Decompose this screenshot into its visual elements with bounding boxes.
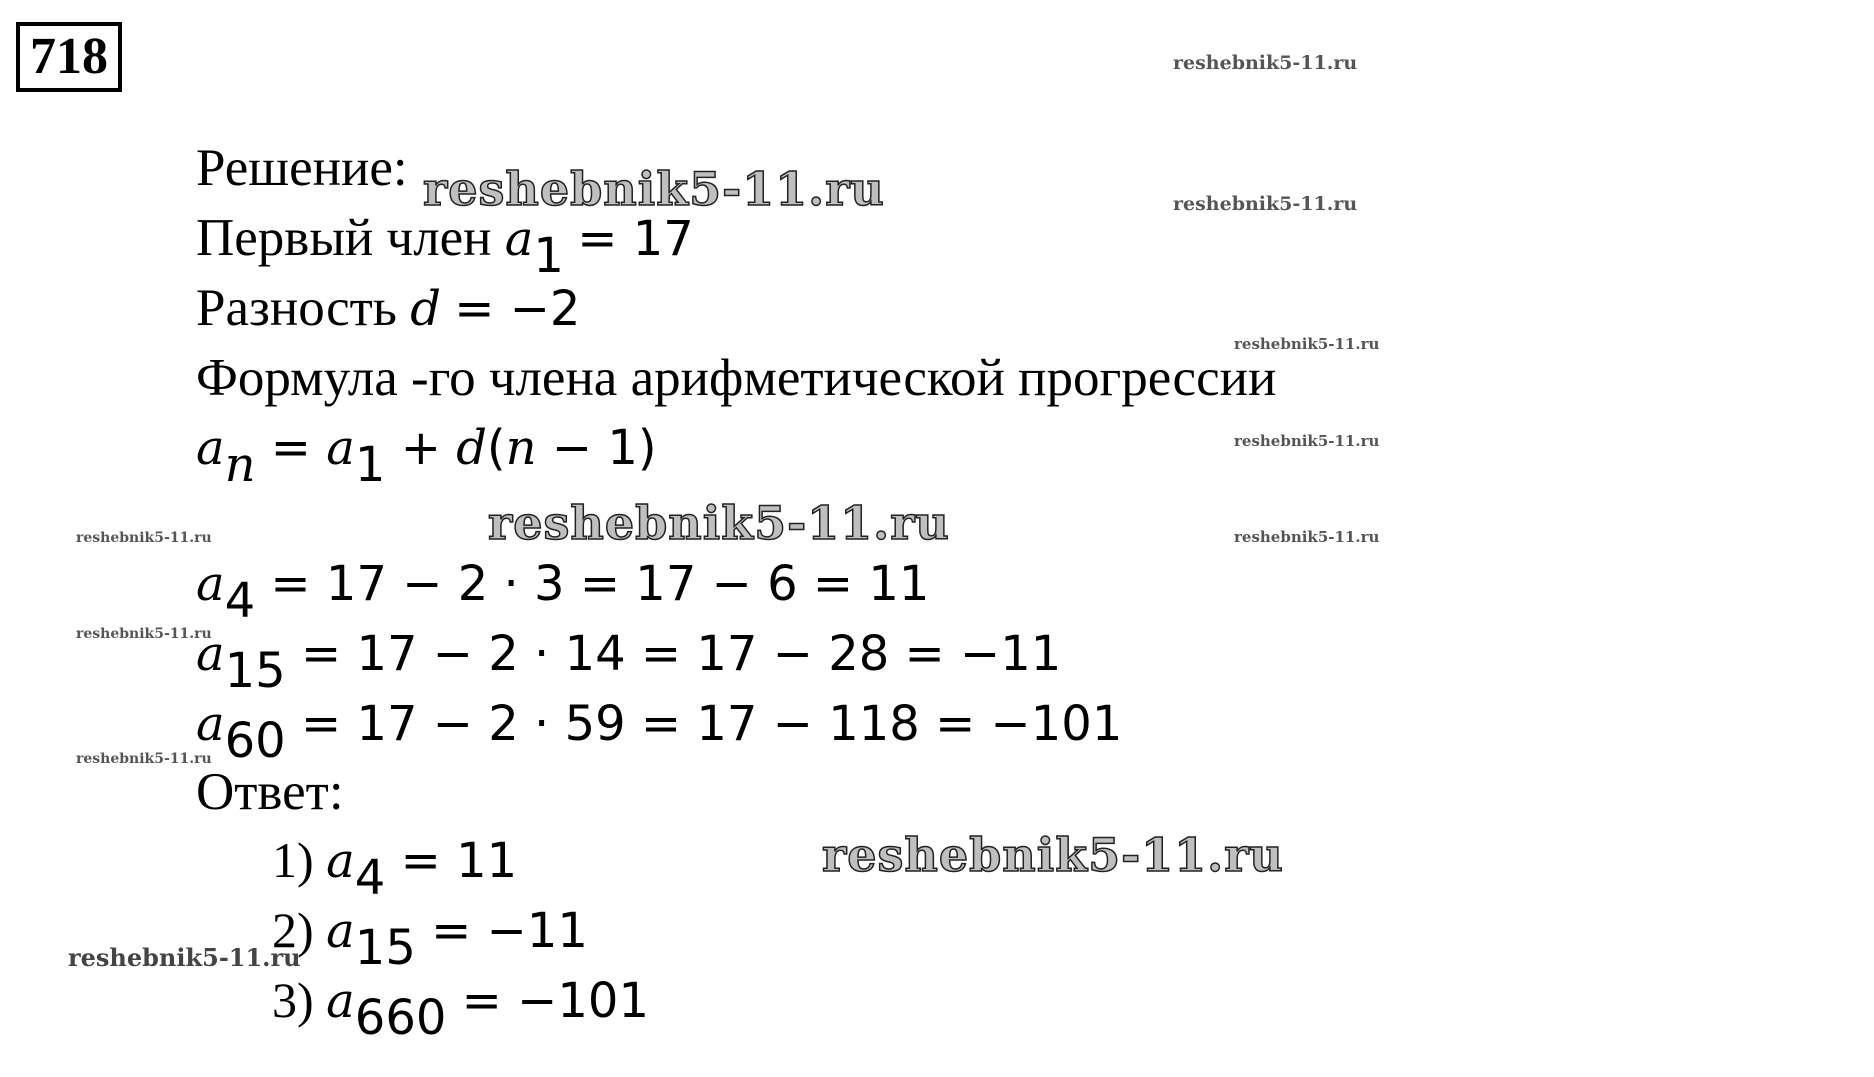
answer-num: 2) xyxy=(272,902,314,958)
watermark: reshebnik5-11.ru xyxy=(1173,193,1358,215)
answer-expr: = −11 xyxy=(415,903,588,959)
calc-sub: 15 xyxy=(224,642,286,699)
calc-line-1 xyxy=(196,554,930,629)
answer-var: a xyxy=(326,903,355,959)
calc-line-2 xyxy=(196,624,1062,699)
answer-expr: = −101 xyxy=(446,973,649,1029)
formula-a: a xyxy=(326,420,355,476)
calc-expr: = 17 − 2 · 14 = 17 − 28 = −11 xyxy=(285,626,1062,682)
difference-value: = −2 xyxy=(454,281,581,337)
calc-expr: = 17 − 2 · 3 = 17 − 6 = 11 xyxy=(255,556,930,612)
first-term-sub: 1 xyxy=(533,227,564,284)
watermark: reshebnik5-11.ru xyxy=(76,751,212,767)
formula-rest: − 1) xyxy=(536,420,657,476)
answer-sub: 15 xyxy=(354,919,416,976)
calc-line-3 xyxy=(196,694,1123,769)
formula-n: n xyxy=(505,420,537,476)
watermark: reshebnik5-11.ru xyxy=(1173,52,1358,74)
watermark: reshebnik5-11.ru xyxy=(76,626,212,642)
formula-label xyxy=(196,348,1276,408)
answer-label xyxy=(196,762,344,822)
watermark: reshebnik5-11.ru xyxy=(488,496,950,550)
answer-expr: = 11 xyxy=(385,833,518,889)
difference-var: d xyxy=(410,281,441,337)
calc-expr: = 17 − 2 · 59 = 17 − 118 = −101 xyxy=(285,696,1123,752)
answer-var: a xyxy=(326,973,355,1029)
solution-label xyxy=(196,138,408,198)
watermark: reshebnik5-11.ru xyxy=(76,530,212,546)
answer-item-3 xyxy=(272,970,649,1046)
first-term-value: = 17 xyxy=(577,211,694,267)
calc-var: a xyxy=(196,696,225,752)
watermark: reshebnik5-11.ru xyxy=(68,943,301,972)
formula-a-sub: 1 xyxy=(354,436,386,493)
formula-line xyxy=(196,418,657,493)
calc-sub: 4 xyxy=(224,572,256,629)
answer-item-1 xyxy=(272,830,518,906)
first-term-var: a xyxy=(504,211,534,267)
formula-label-text: Формула -го члена арифметической прогрессии xyxy=(196,349,1277,407)
answer-sub: 660 xyxy=(354,989,447,1046)
answer-num: 3) xyxy=(272,972,314,1028)
formula-d: d xyxy=(456,420,487,476)
difference-text: Разность xyxy=(196,279,397,337)
solution-label-text: Решение: xyxy=(196,139,408,197)
formula-eq: = xyxy=(255,420,327,476)
first-term-text: Первый член xyxy=(196,209,492,267)
answer-label-text: Ответ: xyxy=(196,763,344,821)
formula-lhs-sub: n xyxy=(224,436,256,493)
formula-paren: ( xyxy=(486,420,506,476)
calc-var: a xyxy=(196,556,225,612)
watermark: reshebnik5-11.ru xyxy=(822,828,1284,882)
calc-var: a xyxy=(196,626,225,682)
formula-lhs-var: a xyxy=(196,420,225,476)
formula-plus: + xyxy=(385,420,457,476)
watermark: reshebnik5-11.ru xyxy=(1234,432,1380,450)
watermark: reshebnik5-11.ru xyxy=(423,162,885,216)
calc-sub: 60 xyxy=(224,712,286,769)
answer-item-2 xyxy=(272,900,588,976)
problem-number: 718 xyxy=(16,22,122,92)
answer-sub: 4 xyxy=(354,849,386,906)
first-term-line xyxy=(196,208,694,284)
answer-var: a xyxy=(326,833,355,889)
difference-line xyxy=(196,278,580,339)
answer-num: 1) xyxy=(272,832,314,888)
watermark: reshebnik5-11.ru xyxy=(1234,528,1380,546)
watermark: reshebnik5-11.ru xyxy=(1234,335,1380,353)
